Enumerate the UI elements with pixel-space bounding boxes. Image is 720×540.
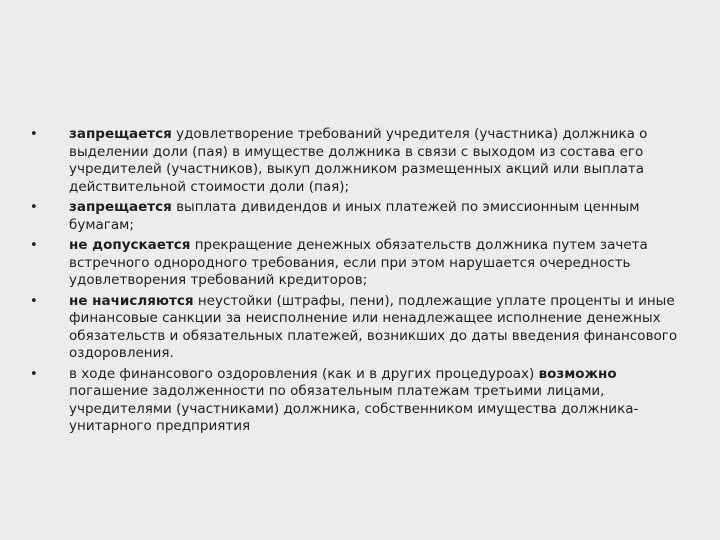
list-item bbox=[30, 126, 690, 196]
bullet-dot-icon: • bbox=[30, 238, 38, 253]
keyword-bold: возможно bbox=[538, 365, 617, 382]
list-item bbox=[30, 293, 690, 363]
keyword-bold: не начисляются bbox=[69, 292, 194, 309]
list-item-text: выплата дивидендов и иных платежей по эмиссионным ценным бумагам; bbox=[69, 199, 640, 233]
bullet-list bbox=[30, 126, 690, 439]
keyword-bold: не допускается bbox=[69, 237, 191, 253]
keyword-bold: запрещается bbox=[69, 126, 172, 142]
list-item bbox=[30, 237, 690, 290]
list-item-text: неустойки (штрафы, пени), подлежащие уплате проценты и иные финансовые санкции за неисполнение или ненадлежащее исполнение денежных обязательств и обязательных платежей, возникших до даты введения финансового оздоровления. bbox=[69, 292, 678, 361]
bullet-dot-icon: • bbox=[30, 293, 38, 309]
list-item-text: удовлетворение требований учредителя (участника) должника о выделении доли (пая) в имуществе должника в связи с выходом из состава его учредителей (участников), выкуп должником размещенных акций или выплата действительной стоимости доли (пая); bbox=[69, 126, 648, 195]
bullet-dot-icon: • bbox=[30, 127, 38, 142]
list-item bbox=[30, 366, 690, 436]
keyword-bold: запрещается bbox=[69, 199, 172, 215]
list-item-text: прекращение денежных обязательств должника путем зачета встречного однородного требования, если при этом нарушается очередность удовлетворения требований кредиторов; bbox=[69, 237, 648, 288]
list-item-text-after: погашение задолженности по обязательным платежам третьими лицами, учредителями (участниками) должника, собственником имущества должника-унитарного предприятия bbox=[69, 383, 639, 434]
bullet-dot-icon: • bbox=[30, 200, 38, 215]
list-item bbox=[30, 199, 690, 234]
list-item-text-before: в ходе финансового оздоровления (как и в других процедуроах) bbox=[69, 365, 539, 382]
bullet-dot-icon: • bbox=[30, 366, 38, 382]
